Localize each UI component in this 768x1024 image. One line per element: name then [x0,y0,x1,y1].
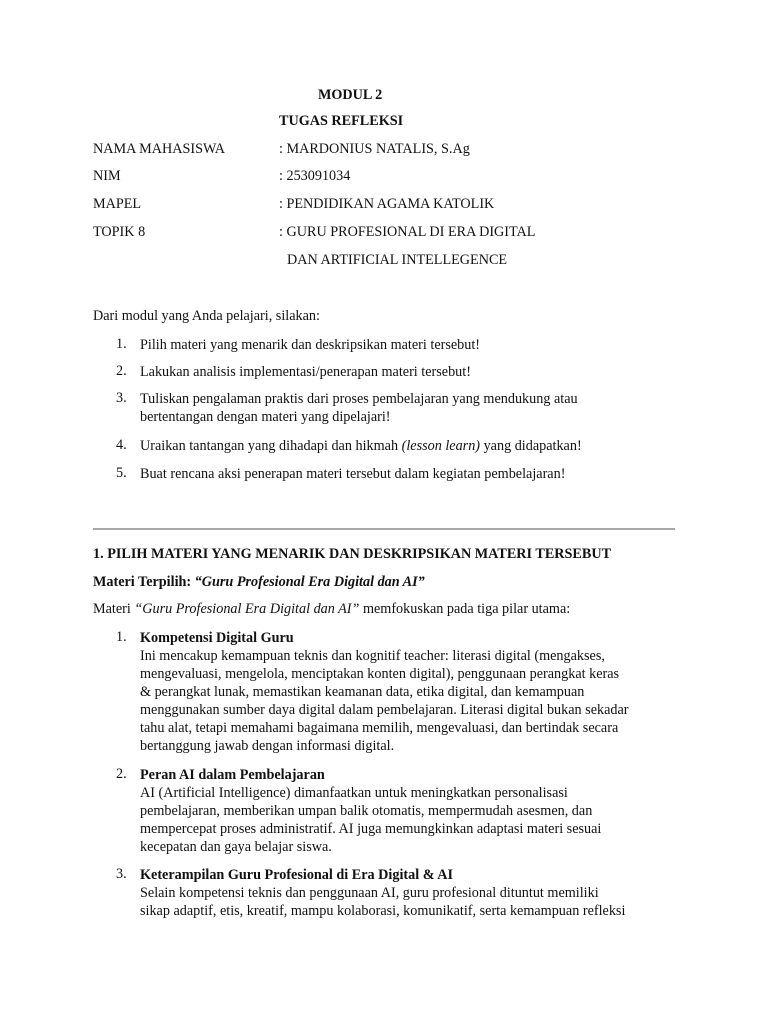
material-intro-italic: “Guru Profesional Era Digital dan AI” [134,601,360,617]
material-intro-text: memfokuskan pada tiga pilar utama: [359,601,571,617]
chosen-material [93,574,425,591]
identity-label-mapel: MAPEL [93,196,142,212]
pillar-item [140,766,680,856]
instruction-item: Tuliskan pengalaman praktis dari proses pembelajaran yang mendukung atau bertentangan dengan materi yang dipelajari! [140,391,578,425]
pillar-line: pembelajaran, memberikan umpan balik otomatis, mempermudah asesmen, dan [140,803,593,819]
instruction-text: Uraikan tantangan yang dihadapi dan hikmah [140,438,402,454]
material-intro-text: Materi [93,601,135,617]
section-heading: 1. PILIH MATERI YANG MENARIK DAN DESKRIPSIKAN MATERI TERSEBUT [93,546,612,562]
instruction-italic-text: (lesson learn) [401,438,481,454]
pillar-number: 3. [116,866,127,882]
pillar-number: 1. [116,629,127,645]
pillar-line: sikap adaptif, etis, kreatif, mampu kolaborasi, komunikatif, serta kemampuan refleksi [140,903,626,919]
pillar-title: Peran AI dalam Pembelajaran [140,767,325,783]
identity-label-topic: TOPIK 8 [93,224,146,240]
identity-label-name: NAMA MAHASISWA [93,141,226,157]
pillar-title: Kompetensi Digital Guru [140,630,294,646]
instruction-number: 3. [116,390,127,406]
instructions-intro: Dari modul yang Anda pelajari, silakan: [93,308,320,324]
identity-value-nim: : 253091034 [279,168,351,184]
identity-value-topic-continued: DAN ARTIFICIAL INTELLEGENCE [287,252,508,268]
chosen-material-label: Materi Terpilih: [93,574,195,590]
pillar-item [140,866,680,920]
assignment-title: TUGAS REFLEKSI [279,113,404,129]
section-divider [93,528,675,530]
pillar-line: & perangkat lunak, memastikan keamanan data, etika digital, dan kemampuan [140,684,585,700]
identity-label-nim: NIM [93,168,121,184]
pillar-line: bertanggung jawab dengan informasi digital. [140,738,395,754]
pillar-title: Keterampilan Guru Profesional di Era Digital & AI [140,867,454,883]
instruction-number: 2. [116,363,127,379]
instruction-item: Buat rencana aksi penerapan materi tersebut dalam kegiatan pembelajaran! [140,466,566,482]
instruction-item [140,437,680,455]
pillar-item [140,629,680,755]
chosen-material-title: “Guru Profesional Era Digital dan AI” [194,574,425,590]
pillar-line: mempercepat proses administratif. AI juga memungkinkan adaptasi materi sesuai [140,821,602,837]
pillar-line: mengevaluasi, mengelola, menciptakan konten digital), penggunaan perangkat keras [140,666,620,682]
instruction-text: yang didapatkan! [480,438,582,454]
instruction-number: 4. [116,437,127,453]
instruction-item: Pilih materi yang menarik dan deskripsikan materi tersebut! [140,337,481,353]
pillar-line: kecepatan dan gaya belajar siswa. [140,839,332,855]
instruction-number: 1. [116,336,127,352]
pillar-line: Ini mencakup kemampuan teknis dan kognitif teacher: literasi digital (mengakses, [140,648,605,664]
module-title: MODUL 2 [318,87,383,103]
identity-value-name: : MARDONIUS NATALIS, S.Ag [279,141,470,157]
instruction-item: Lakukan analisis implementasi/penerapan materi tersebut! [140,364,471,380]
pillar-line: AI (Artificial Intelligence) dimanfaatkan untuk meningkatkan personalisasi [140,785,568,801]
pillar-line: Selain kompetensi teknis dan penggunaan AI, guru profesional dituntut memiliki [140,885,599,901]
pillar-line: menggunakan sumber daya digital dalam pembelajaran. Literasi digital bukan sekadar [140,702,629,718]
identity-value-topic: : GURU PROFESIONAL DI ERA DIGITAL [279,224,536,240]
identity-value-mapel: : PENDIDIKAN AGAMA KATOLIK [279,196,495,212]
pillar-line: tahu alat, tetapi memahami bagaimana memilih, mengevaluasi, dan bertindak secara [140,720,619,736]
instruction-number: 5. [116,465,127,481]
material-intro [93,601,570,618]
pillar-number: 2. [116,766,127,782]
